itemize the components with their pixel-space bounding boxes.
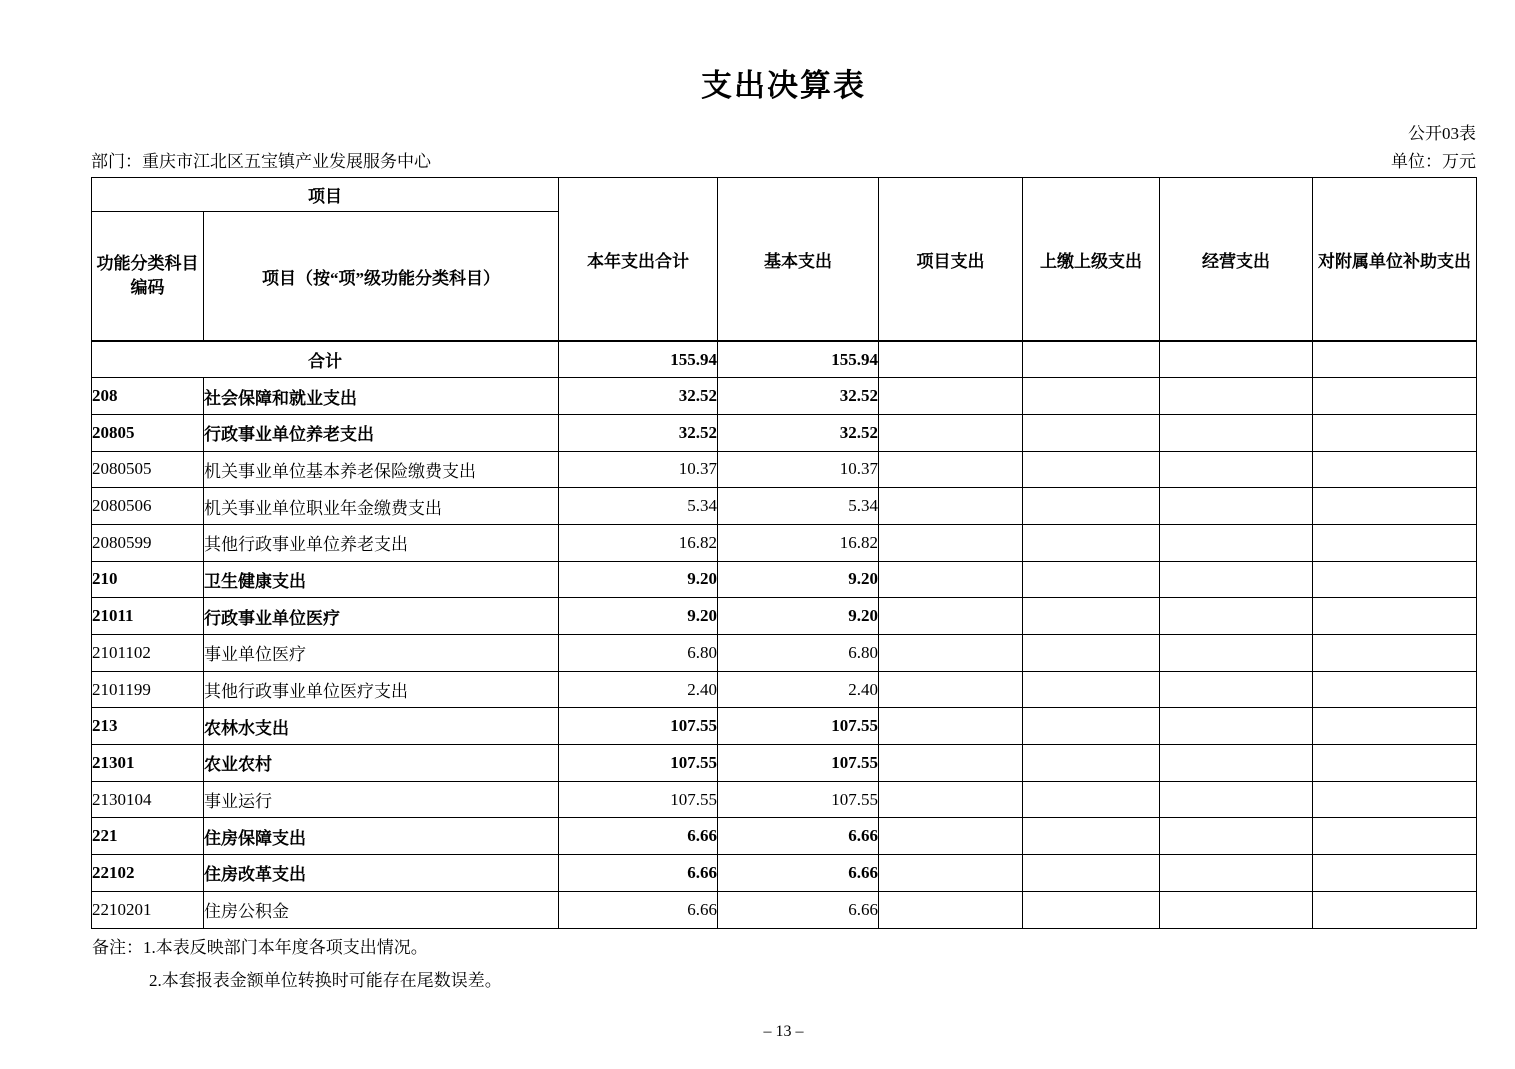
upper-level-expense-cell bbox=[1023, 378, 1160, 415]
basic-amount-cell: 32.52 bbox=[718, 414, 879, 451]
table-row bbox=[92, 671, 1477, 708]
upper-level-expense-cell bbox=[1023, 781, 1160, 818]
project-expense-cell bbox=[879, 635, 1023, 672]
subsidy-expense-cell bbox=[1313, 635, 1477, 672]
column-header-code bbox=[92, 212, 204, 342]
subsidy-expense-cell bbox=[1313, 598, 1477, 635]
total-amount-cell: 155.94 bbox=[559, 341, 718, 378]
column-header-basic: 基本支出 bbox=[718, 178, 879, 342]
name-cell: 农业农村 bbox=[204, 745, 559, 782]
code-cell: 2080599 bbox=[92, 524, 204, 561]
total-amount-cell: 16.82 bbox=[559, 524, 718, 561]
code-cell: 2080505 bbox=[92, 451, 204, 488]
upper-level-expense-cell bbox=[1023, 891, 1160, 928]
subsidy-expense-cell bbox=[1313, 781, 1477, 818]
project-expense-cell bbox=[879, 855, 1023, 892]
operating-expense-cell bbox=[1160, 855, 1313, 892]
basic-amount-cell: 16.82 bbox=[718, 524, 879, 561]
upper-level-expense-cell bbox=[1023, 524, 1160, 561]
table-row bbox=[92, 745, 1477, 782]
name-cell: 行政事业单位养老支出 bbox=[204, 414, 559, 451]
name-cell: 其他行政事业单位医疗支出 bbox=[204, 671, 559, 708]
upper-level-expense-cell bbox=[1023, 745, 1160, 782]
project-expense-cell bbox=[879, 414, 1023, 451]
column-header-operating: 经营支出 bbox=[1160, 178, 1313, 342]
project-expense-cell bbox=[879, 781, 1023, 818]
subsidy-expense-cell bbox=[1313, 451, 1477, 488]
page-number: – 13 – bbox=[763, 1023, 804, 1040]
total-label-cell: 合计 bbox=[92, 341, 559, 378]
project-expense-cell bbox=[879, 818, 1023, 855]
table-row bbox=[92, 488, 1477, 525]
table-row bbox=[92, 855, 1477, 892]
operating-expense-cell bbox=[1160, 781, 1313, 818]
basic-amount-cell: 9.20 bbox=[718, 598, 879, 635]
basic-amount-cell: 9.20 bbox=[718, 561, 879, 598]
column-header-project-expense: 项目支出 bbox=[879, 178, 1023, 342]
project-expense-cell bbox=[879, 378, 1023, 415]
basic-amount-cell: 32.52 bbox=[718, 378, 879, 415]
upper-level-expense-cell bbox=[1023, 561, 1160, 598]
code-cell: 208 bbox=[92, 378, 204, 415]
subsidy-expense-cell bbox=[1313, 891, 1477, 928]
operating-expense-cell bbox=[1160, 561, 1313, 598]
total-amount-cell: 32.52 bbox=[559, 378, 718, 415]
table-header bbox=[92, 178, 1477, 342]
subsidy-expense-cell bbox=[1313, 708, 1477, 745]
total-amount-cell: 9.20 bbox=[559, 561, 718, 598]
upper-level-expense-cell bbox=[1023, 341, 1160, 378]
form-code-label: 公开03表 bbox=[1408, 124, 1476, 143]
table-row bbox=[92, 451, 1477, 488]
name-cell: 卫生健康支出 bbox=[204, 561, 559, 598]
table-row bbox=[92, 414, 1477, 451]
upper-level-expense-cell bbox=[1023, 488, 1160, 525]
operating-expense-cell bbox=[1160, 598, 1313, 635]
project-expense-cell bbox=[879, 488, 1023, 525]
code-cell: 21301 bbox=[92, 745, 204, 782]
code-header-line1: 功能分类科目 bbox=[96, 254, 199, 273]
total-amount-cell: 107.55 bbox=[559, 745, 718, 782]
name-cell: 住房保障支出 bbox=[204, 818, 559, 855]
department-label: 部门：重庆市江北区五宝镇产业发展服务中心 bbox=[91, 152, 431, 171]
basic-amount-cell: 155.94 bbox=[718, 341, 879, 378]
table-row bbox=[92, 891, 1477, 928]
document-title: 支出决算表 bbox=[701, 68, 866, 103]
table-row bbox=[92, 378, 1477, 415]
header-row-group bbox=[92, 178, 1477, 212]
name-cell: 行政事业单位医疗 bbox=[204, 598, 559, 635]
project-expense-cell bbox=[879, 561, 1023, 598]
note-line-1: 备注：1.本表反映部门本年度各项支出情况。 bbox=[92, 938, 428, 957]
project-expense-cell bbox=[879, 745, 1023, 782]
meta-row bbox=[91, 147, 1476, 172]
upper-level-expense-cell bbox=[1023, 708, 1160, 745]
upper-level-expense-cell bbox=[1023, 855, 1160, 892]
name-cell: 事业运行 bbox=[204, 781, 559, 818]
basic-amount-cell: 5.34 bbox=[718, 488, 879, 525]
total-amount-cell: 5.34 bbox=[559, 488, 718, 525]
basic-amount-cell: 6.66 bbox=[718, 891, 879, 928]
code-cell: 213 bbox=[92, 708, 204, 745]
total-amount-cell: 6.66 bbox=[559, 818, 718, 855]
project-expense-cell bbox=[879, 341, 1023, 378]
table-body bbox=[92, 341, 1477, 928]
basic-amount-cell: 6.66 bbox=[718, 855, 879, 892]
total-amount-cell: 107.55 bbox=[559, 708, 718, 745]
operating-expense-cell bbox=[1160, 451, 1313, 488]
name-cell: 住房公积金 bbox=[204, 891, 559, 928]
upper-level-expense-cell bbox=[1023, 598, 1160, 635]
code-cell: 22102 bbox=[92, 855, 204, 892]
note-line-2: 2.本套报表金额单位转换时可能存在尾数误差。 bbox=[149, 971, 502, 990]
basic-amount-cell: 6.80 bbox=[718, 635, 879, 672]
subsidy-expense-cell bbox=[1313, 671, 1477, 708]
unit-label: 单位：万元 bbox=[1391, 152, 1476, 171]
project-expense-cell bbox=[879, 524, 1023, 561]
name-cell: 住房改革支出 bbox=[204, 855, 559, 892]
subsidy-expense-cell bbox=[1313, 524, 1477, 561]
total-amount-cell: 9.20 bbox=[559, 598, 718, 635]
operating-expense-cell bbox=[1160, 745, 1313, 782]
project-group-header: 项目 bbox=[92, 178, 559, 212]
subsidy-expense-cell bbox=[1313, 745, 1477, 782]
project-expense-cell bbox=[879, 708, 1023, 745]
project-expense-cell bbox=[879, 891, 1023, 928]
basic-amount-cell: 6.66 bbox=[718, 818, 879, 855]
operating-expense-cell bbox=[1160, 818, 1313, 855]
name-cell: 事业单位医疗 bbox=[204, 635, 559, 672]
operating-expense-cell bbox=[1160, 341, 1313, 378]
column-header-subsidy: 对附属单位补助支出 bbox=[1313, 178, 1477, 342]
basic-amount-cell: 10.37 bbox=[718, 451, 879, 488]
name-cell: 农林水支出 bbox=[204, 708, 559, 745]
total-amount-cell: 32.52 bbox=[559, 414, 718, 451]
subsidy-expense-cell bbox=[1313, 818, 1477, 855]
operating-expense-cell bbox=[1160, 488, 1313, 525]
upper-level-expense-cell bbox=[1023, 635, 1160, 672]
name-cell: 机关事业单位职业年金缴费支出 bbox=[204, 488, 559, 525]
upper-level-expense-cell bbox=[1023, 671, 1160, 708]
expenditure-table bbox=[91, 177, 1477, 929]
subsidy-expense-cell bbox=[1313, 378, 1477, 415]
code-cell: 21011 bbox=[92, 598, 204, 635]
table-row bbox=[92, 341, 1477, 378]
code-cell: 2130104 bbox=[92, 781, 204, 818]
upper-level-expense-cell bbox=[1023, 414, 1160, 451]
table-row bbox=[92, 524, 1477, 561]
subsidy-expense-cell bbox=[1313, 488, 1477, 525]
name-cell: 机关事业单位基本养老保险缴费支出 bbox=[204, 451, 559, 488]
table-row bbox=[92, 561, 1477, 598]
total-amount-cell: 6.80 bbox=[559, 635, 718, 672]
table-row bbox=[92, 708, 1477, 745]
operating-expense-cell bbox=[1160, 708, 1313, 745]
project-expense-cell bbox=[879, 671, 1023, 708]
column-header-upper-level: 上缴上级支出 bbox=[1023, 178, 1160, 342]
project-expense-cell bbox=[879, 451, 1023, 488]
table-row bbox=[92, 781, 1477, 818]
column-header-total: 本年支出合计 bbox=[559, 178, 718, 342]
total-amount-cell: 107.55 bbox=[559, 781, 718, 818]
total-amount-cell: 2.40 bbox=[559, 671, 718, 708]
operating-expense-cell bbox=[1160, 671, 1313, 708]
operating-expense-cell bbox=[1160, 378, 1313, 415]
subsidy-expense-cell bbox=[1313, 561, 1477, 598]
total-amount-cell: 6.66 bbox=[559, 891, 718, 928]
basic-amount-cell: 107.55 bbox=[718, 781, 879, 818]
name-cell: 社会保障和就业支出 bbox=[204, 378, 559, 415]
code-cell: 2210201 bbox=[92, 891, 204, 928]
code-cell: 20805 bbox=[92, 414, 204, 451]
operating-expense-cell bbox=[1160, 414, 1313, 451]
code-cell: 210 bbox=[92, 561, 204, 598]
operating-expense-cell bbox=[1160, 635, 1313, 672]
basic-amount-cell: 2.40 bbox=[718, 671, 879, 708]
code-header-line2: 编码 bbox=[130, 278, 165, 297]
code-cell: 221 bbox=[92, 818, 204, 855]
name-cell: 其他行政事业单位养老支出 bbox=[204, 524, 559, 561]
column-header-project-name: 项目（按“项”级功能分类科目） bbox=[204, 212, 559, 342]
total-amount-cell: 6.66 bbox=[559, 855, 718, 892]
code-cell: 2080506 bbox=[92, 488, 204, 525]
code-cell: 2101102 bbox=[92, 635, 204, 672]
subsidy-expense-cell bbox=[1313, 341, 1477, 378]
table-row bbox=[92, 598, 1477, 635]
notes-block bbox=[92, 931, 502, 997]
total-amount-cell: 10.37 bbox=[559, 451, 718, 488]
table-row bbox=[92, 818, 1477, 855]
basic-amount-cell: 107.55 bbox=[718, 745, 879, 782]
upper-level-expense-cell bbox=[1023, 818, 1160, 855]
operating-expense-cell bbox=[1160, 524, 1313, 561]
subsidy-expense-cell bbox=[1313, 855, 1477, 892]
subsidy-expense-cell bbox=[1313, 414, 1477, 451]
project-expense-cell bbox=[879, 598, 1023, 635]
upper-level-expense-cell bbox=[1023, 451, 1160, 488]
table-row bbox=[92, 635, 1477, 672]
basic-amount-cell: 107.55 bbox=[718, 708, 879, 745]
code-cell: 2101199 bbox=[92, 671, 204, 708]
operating-expense-cell bbox=[1160, 891, 1313, 928]
